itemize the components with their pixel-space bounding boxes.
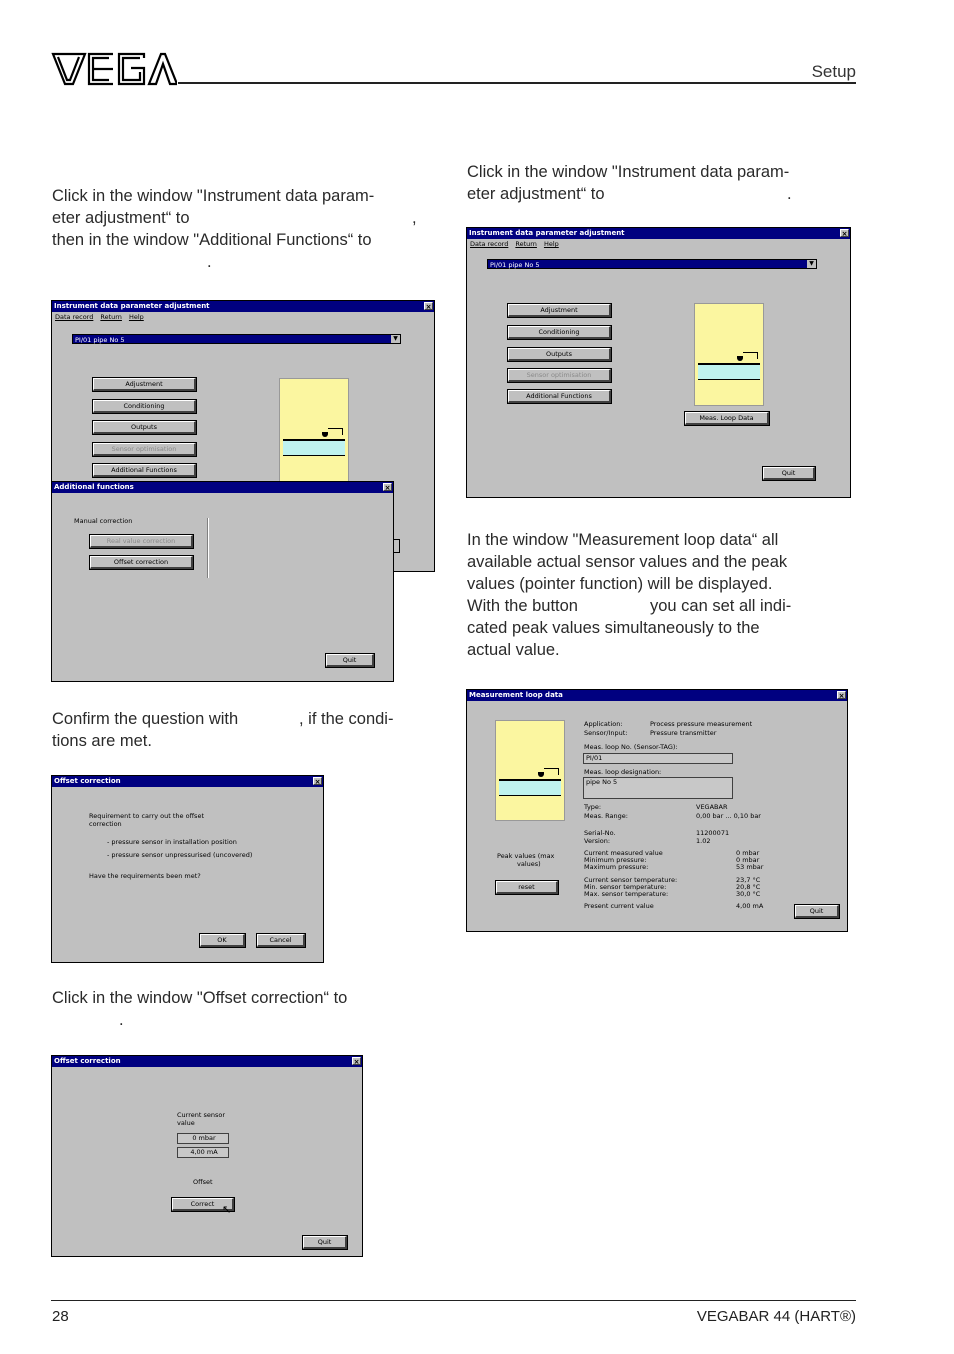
close-icon[interactable]: ×	[841, 230, 848, 238]
close-icon[interactable]: ×	[384, 484, 391, 492]
loop-number-field[interactable]: PI/01	[583, 753, 733, 764]
footer-rule	[51, 1300, 856, 1301]
left-paragraph-3: Click in the window "Offset correction“ to .	[52, 989, 348, 1029]
quit-button[interactable]: Quit	[763, 467, 815, 480]
offset-correction-window: Offset correction × Current sensor value 0 mbar 4,00 mA Offset Correct ↖ Quit	[51, 1055, 363, 1257]
tank-graphic	[279, 378, 349, 482]
tank-graphic	[495, 720, 565, 821]
correct-button[interactable]: Correct	[172, 1198, 234, 1211]
reset-button[interactable]: reset	[496, 881, 558, 894]
loop-designation-field[interactable]: pipe No 5	[583, 777, 733, 799]
cancel-button[interactable]: Cancel	[257, 934, 305, 947]
sensor-value-mbar: 0 mbar	[177, 1133, 229, 1144]
menu-bar: Data record Return Help	[55, 313, 144, 321]
manual-correction-label: Manual correction	[74, 517, 133, 525]
adjustment-button[interactable]: Adjustment	[508, 304, 611, 317]
menu-bar: Data record Return Help	[470, 240, 559, 248]
close-icon[interactable]: ×	[838, 692, 845, 700]
sensor-combo[interactable]: PI/01 pipe No 5 ▼	[487, 259, 817, 269]
offset-correction-question-window: Offset correction × Requirement to carry out the offset correction - pressure sensor in installation position - pressure sensor unpressurised (uncovered) Have the requirements been met? OK Cancel	[51, 775, 324, 963]
additional-functions-dialog: Additional functions × Manual correction Real value correction Offset correction Quit	[51, 481, 394, 682]
underlying-button-edge	[394, 539, 400, 553]
offset-correction-button[interactable]: Offset correction	[90, 556, 193, 569]
instrument-window-1: Instrument data parameter adjustment × Data record Return Help PI/01 pipe No 5 ▼ Adjustment Conditioning Outputs Sensor optimisation Additional Functions	[51, 300, 435, 572]
left-paragraph-2: Confirm the question with , if the condi- tions are met.	[52, 710, 394, 750]
close-icon[interactable]: ×	[425, 303, 432, 311]
sensor-optimisation-button: Sensor optimisation	[93, 443, 196, 456]
vega-logo	[51, 50, 177, 88]
instrument-window-2: Instrument data parameter adjustment × Data record Return Help PI/01 pipe No 5 ▼ Adjustment Conditioning Outputs Sensor optimisation Additional Functions Meas. Loop Data Quit	[466, 227, 851, 498]
additional-functions-button[interactable]: Additional Functions	[93, 464, 196, 477]
right-paragraph-1: Click in the window "Instrument data param- eter adjustment“ to .	[467, 163, 792, 203]
right-paragraph-2: In the window "Measurement loop data“ all available actual sensor values and the peak values (pointer function) will be displayed. With the button you can set all indi- cated peak values simultaneously to the actual value.	[467, 531, 792, 659]
section-title: Setup	[811, 62, 856, 81]
outputs-button[interactable]: Outputs	[508, 348, 611, 361]
conditioning-button[interactable]: Conditioning	[508, 326, 611, 339]
left-paragraph-1: Click in the window "Instrument data param- eter adjustment“ to , then in the window "Additional Functions“ to .	[52, 187, 417, 271]
close-icon[interactable]: ×	[353, 1058, 360, 1066]
adjustment-button[interactable]: Adjustment	[93, 378, 196, 391]
meas-loop-data-button[interactable]: Meas. Loop Data	[685, 412, 769, 425]
mouse-cursor-icon: ↖	[222, 1203, 232, 1216]
chevron-down-icon[interactable]: ▼	[391, 335, 400, 343]
product-name: VEGABAR 44 (HART®)	[696, 1308, 856, 1325]
quit-button[interactable]: Quit	[303, 1236, 347, 1249]
conditioning-button[interactable]: Conditioning	[93, 400, 196, 413]
additional-functions-button[interactable]: Additional Functions	[508, 390, 611, 403]
quit-button[interactable]: Quit	[795, 905, 839, 918]
chevron-down-icon[interactable]: ▼	[807, 260, 816, 268]
quit-button[interactable]: Quit	[326, 654, 374, 667]
outputs-button[interactable]: Outputs	[93, 421, 196, 434]
ok-button[interactable]: OK	[200, 934, 245, 947]
page-number: 28	[52, 1308, 69, 1325]
sensor-optimisation-button: Sensor optimisation	[508, 369, 611, 382]
measurement-loop-window: Measurement loop data × Application: Process pressure measurement Sensor/Input: Pressure transmitter Meas. loop No. (Sensor-TAG): PI/01 Meas. loop designation: pipe No 5 Type: VEGABAR Meas. Range: 0,00 bar ... 0,10 bar Serial-No. 11200071 Version: 1.02 Current measured value 0 mbar Minimum pressure: 0 mbar Maximum pressure: 53 mbar Current sensor temperature: 23,7 °C Min. sensor temperature: 20,8 °C Max. sensor temperature: 30,0 °C Present current value 4,00 mA Peak values (max values) reset Quit	[466, 689, 848, 932]
real-value-correction-button: Real value correction	[90, 535, 193, 548]
sensor-combo[interactable]: PI/01 pipe No 5 ▼	[72, 334, 401, 344]
group-divider	[207, 518, 209, 578]
close-icon[interactable]: ×	[314, 778, 321, 786]
sensor-value-ma: 4,00 mA	[177, 1147, 229, 1158]
header-rule	[178, 82, 856, 84]
tank-graphic	[694, 303, 764, 406]
